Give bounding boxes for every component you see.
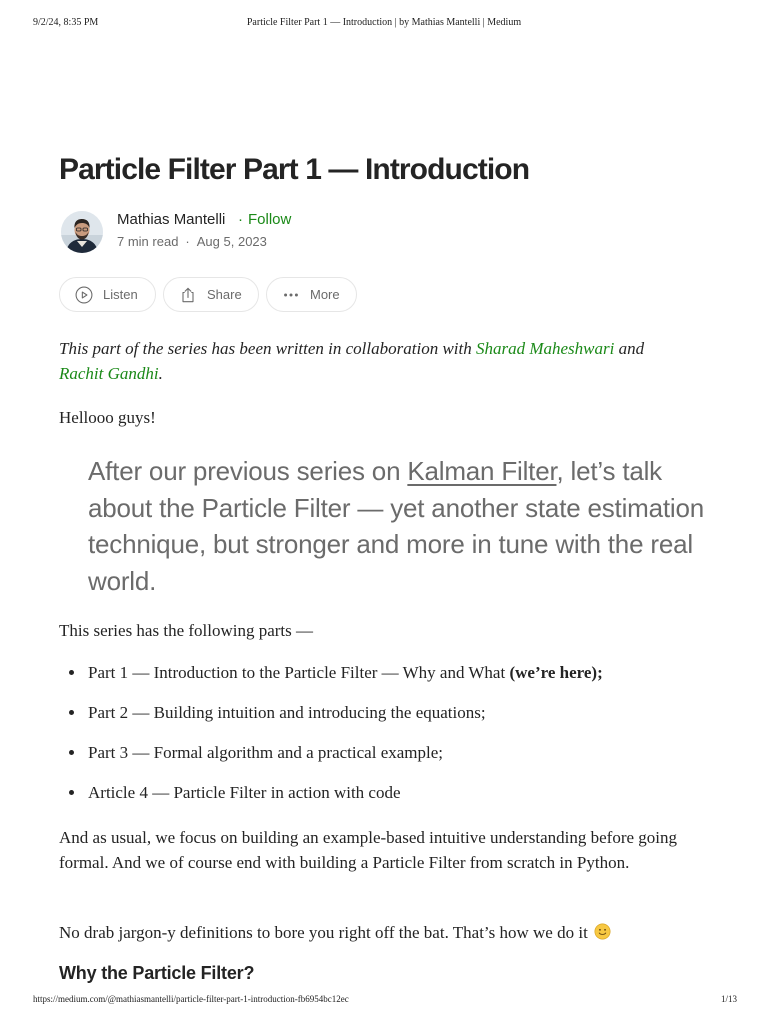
- series-parts-list: [59, 660, 709, 820]
- read-time: 7 min read: [117, 234, 179, 249]
- pull-quote: [88, 453, 713, 599]
- print-footer: [0, 994, 768, 1008]
- article-title: Particle Filter Part 1 — Introduction: [59, 153, 530, 186]
- collab-prefix: This part of the series has been written in collaboration with: [59, 339, 476, 358]
- print-date: 9/2/24, 8:35 PM: [33, 17, 99, 28]
- part-2-text: Part 2 — Building intuition and introducing the equations;: [88, 703, 486, 722]
- print-doc-title: Particle Filter Part 1 — Introduction | by Mathias Mantelli | Medium: [246, 17, 522, 28]
- section-heading: Why the Particle Filter?: [59, 963, 255, 983]
- author-block: [61, 211, 461, 253]
- meta-separator: ·: [185, 234, 190, 249]
- list-item: [59, 740, 709, 780]
- publish-date: Aug 5, 2023: [196, 234, 267, 249]
- quote-prefix: After our previous series on: [88, 456, 408, 486]
- approach-paragraph: And as usual, we focus on building an example-based intuitive understanding before going formal. And we of course end with building a Particle Filter from scratch in Python.: [59, 828, 677, 872]
- series-intro: This series has the following parts —: [59, 621, 314, 640]
- greeting-paragraph: Hellooo guys!: [59, 408, 156, 427]
- list-item: [59, 700, 709, 740]
- print-header: [0, 17, 768, 31]
- collab-suffix: .: [158, 364, 163, 383]
- share-label: Share: [207, 287, 242, 302]
- page-number: 1/13: [720, 994, 737, 1004]
- avatar[interactable]: [61, 211, 103, 253]
- collab-middle: and: [614, 339, 645, 358]
- jargon-paragraph: [59, 920, 709, 945]
- collaboration-note: [59, 336, 709, 386]
- more-dots-icon: [281, 285, 301, 305]
- list-item: [59, 780, 709, 820]
- kalman-filter-link[interactable]: Kalman Filter: [407, 456, 557, 486]
- share-button[interactable]: [163, 277, 259, 312]
- list-item: [59, 660, 709, 700]
- play-circle-icon: [74, 285, 94, 305]
- jargon-text: No drab jargon-y definitions to bore you right off the bat. That’s how we do it: [59, 923, 588, 942]
- part-3-text: Part 3 — Formal algorithm and a practical example;: [88, 743, 443, 762]
- more-button[interactable]: [266, 277, 357, 312]
- quote-suffix: , let’s talk about the Particle Filter — yet another state estimation technique, but stronger and more in tune with the real world.: [88, 456, 704, 596]
- part-1-highlight: (we’re here);: [509, 663, 603, 682]
- slightly-smiling-emoji-icon: [594, 923, 611, 940]
- avatar-image: [61, 211, 103, 253]
- name-follow-separator: ·: [238, 211, 243, 228]
- author-name[interactable]: Mathias Mantelli: [117, 211, 226, 228]
- listen-button[interactable]: [59, 277, 156, 312]
- print-url: https://medium.com/@mathiasmantelli/particle-filter-part-1-introduction-fb6954bc12ec: [33, 994, 349, 1004]
- part-1-text: Part 1 — Introduction to the Particle Filter — Why and What: [88, 663, 510, 682]
- article-meta: [117, 234, 267, 249]
- part-4-text: Article 4 — Particle Filter in action with code: [88, 783, 401, 802]
- listen-label: Listen: [103, 287, 138, 302]
- follow-button[interactable]: Follow: [248, 211, 292, 228]
- share-icon: [178, 285, 198, 305]
- collaborator-link-sharad[interactable]: Sharad Maheshwari: [475, 339, 615, 358]
- collaborator-link-rachit[interactable]: Rachit Gandhi: [59, 364, 159, 383]
- more-label: More: [310, 287, 340, 302]
